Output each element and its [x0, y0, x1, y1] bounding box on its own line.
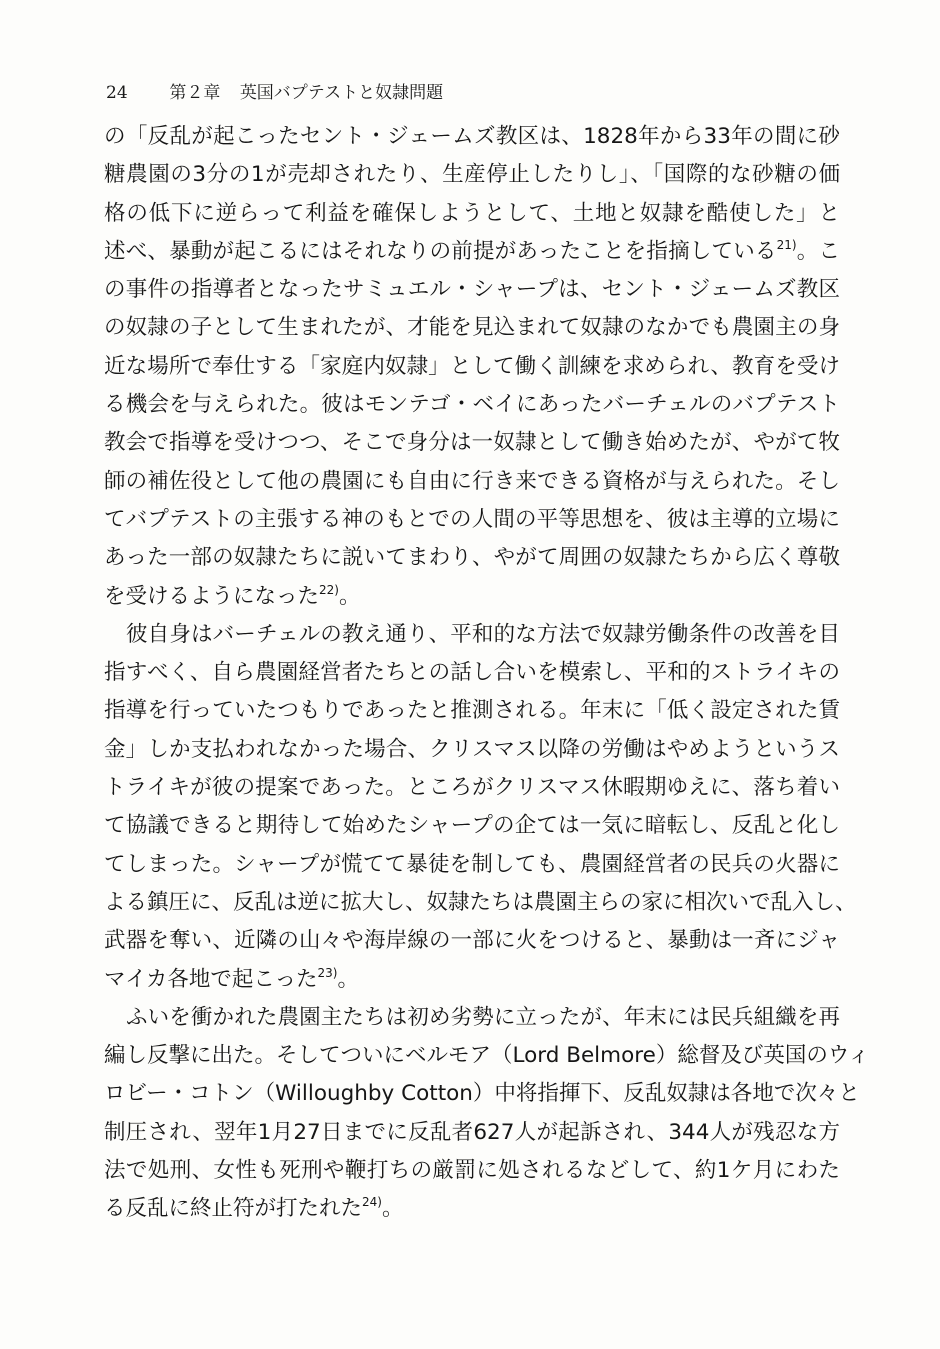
footnote-ref: 24) — [362, 1195, 382, 1210]
text-line: 格の低下に逆らって利益を確保しようとして、土地と奴隷を酷使した」と — [104, 200, 840, 226]
text-line: 近な場所で奉仕する「家庭内奴隷」として働く訓練を求められ、教育を受け — [104, 353, 840, 379]
text-line: てしまった。シャープが慌てて暴徒を制しても、農園経営者の民兵の火器に — [104, 851, 840, 877]
text-line: る機会を与えられた。彼はモンテゴ・ベイにあったバーチェルのバプテスト — [104, 392, 840, 418]
text-line: 指すべく、自ら農園経営者たちとの話し合いを模索し、平和的ストライキの — [104, 660, 840, 686]
running-header — [106, 78, 443, 103]
text-line: トライキが彼の提案であった。ところがクリスマス休暇期ゆえに、落ち着い — [104, 775, 840, 801]
line-text-after: 。 — [338, 583, 361, 609]
line-text: を受けるようになった — [104, 583, 320, 609]
text-line: 武器を奪い、近隣の山々や海岸線の一部に火をつけると、暴動は一斉にジャ — [104, 928, 840, 954]
text-line-with-footnote — [104, 233, 840, 271]
text-line: 糖農園の3分の1が売却されたり、生産停止したりし」、「国際的な砂糖の価 — [104, 162, 840, 188]
text-line: 制圧され、翌年1月27日までに反乱者627人が起訴され、344人が残忍な方 — [104, 1119, 840, 1145]
line-text: マイカ各地で起こった — [104, 966, 318, 992]
text-line: よる鎮圧に、反乱は逆に拡大し、奴隷たちは農園主らの家に相次いで乱入し、 — [104, 889, 857, 915]
text-line: の奴隷の子として生まれたが、才能を見込まれて奴隷のなかでも農園主の身 — [104, 315, 840, 341]
text-line: 彼自身はバーチェルの教え通り、平和的な方法で奴隷労働条件の改善を目 — [126, 621, 840, 647]
chapter-label: 第２章 — [169, 83, 221, 103]
line-text-after: 。 — [381, 1196, 404, 1222]
footnote-ref: 21) — [776, 237, 797, 252]
text-line: 編し反撃に出た。そしてついにベルモア（Lord Belmore）総督及び英国のウィ — [104, 1043, 870, 1069]
paragraph-2 — [104, 616, 857, 999]
text-line: ふいを衝かれた農園主たちは初め劣勢に立ったが、年末には民兵組織を再 — [126, 1004, 840, 1030]
chapter-title: 英国バプテストと奴隷問題 — [239, 83, 444, 103]
text-line: て協議できると期待して始めたシャープの企ては一気に暗転し、反乱と化し — [104, 813, 840, 839]
paragraph-1 — [104, 118, 840, 616]
line-text-after: 。こ — [796, 238, 840, 264]
text-line: あった一部の奴隷たちに説いてまわり、やがて周囲の奴隷たちから広く尊敬 — [104, 545, 840, 571]
text-line: 教会で指導を受けつつ、そこで身分は一奴隷として働き始めたが、やがて牧 — [104, 430, 840, 456]
text-line-with-footnote — [104, 961, 840, 999]
text-line-with-footnote — [104, 1190, 840, 1228]
text-line: 法で処刑、女性も死刑や鞭打ちの厳罰に処されるなどして、約1ケ月にわた — [104, 1158, 840, 1184]
text-line: 金」しか支払われなかった場合、クリスマス以降の労働はやめようというス — [104, 736, 840, 762]
text-line: の「反乱が起こったセント・ジェームズ教区は、1828年から33年の間に砂 — [104, 124, 840, 149]
paragraph-3 — [104, 999, 870, 1229]
text-line: の事件の指導者となったサミュエル・シャープは、セント・ジェームズ教区 — [104, 277, 840, 303]
text-line: てバプテストの主張する神のもとでの人間の平等思想を、彼は主導的立場に — [104, 506, 840, 532]
page-number: 24 — [106, 83, 128, 103]
line-text-after: 。 — [337, 966, 359, 992]
line-text: る反乱に終止符が打たれた — [104, 1196, 363, 1222]
footnote-ref: 22) — [319, 582, 339, 597]
text-line: 指導を行っていたつもりであったと推測される。年末に「低く設定された賃 — [104, 698, 840, 724]
footnote-ref: 23) — [317, 965, 338, 980]
text-line: 師の補佐役として他の農園にも自由に行き来できる資格が与えられた。そし — [104, 468, 840, 494]
body-text — [104, 118, 870, 1229]
text-line-with-footnote — [104, 578, 840, 616]
text-line: ロビー・コトン（Willoughby Cotton）中将指揮下、反乱奴隷は各地で次々と — [104, 1081, 860, 1107]
line-text: 述べ、暴動が起こるにはそれなりの前提があったことを指摘している — [104, 238, 777, 264]
